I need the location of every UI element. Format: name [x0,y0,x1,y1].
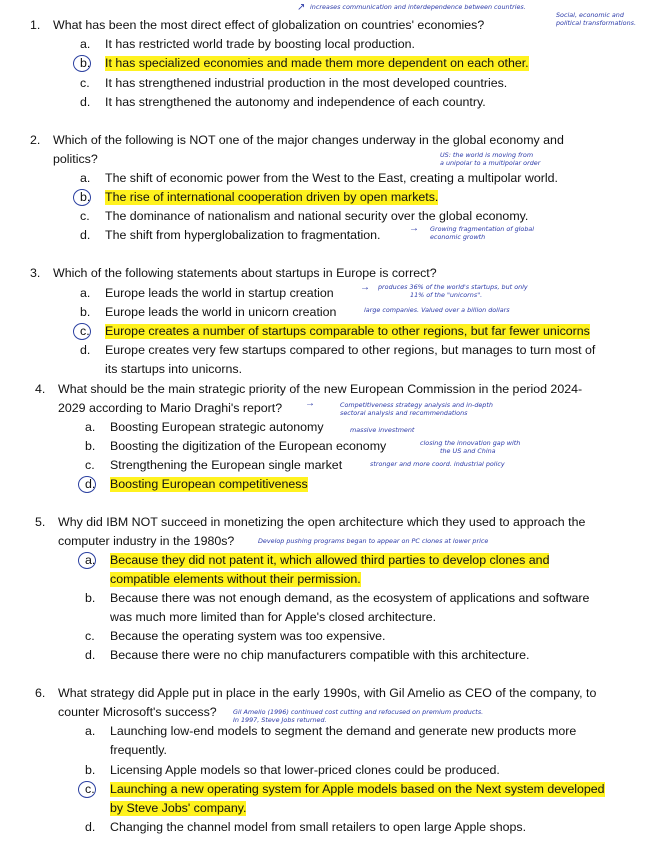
option-letter: c. [85,458,95,472]
option-letter: b. [80,56,91,70]
handwritten-note: 11% of the "unicorns". [410,291,483,299]
option-text-continued[interactable]: frequently. [110,743,167,757]
option-letter: d. [85,820,96,834]
option-letter: b. [85,763,96,777]
handwritten-note: increases communication and interdependence between countries. [310,3,526,11]
option-text-continued[interactable]: was much more limited than for Apple's closed architecture. [110,610,437,624]
option-letter: a. [80,286,91,300]
option-text-highlighted[interactable]: The rise of international cooperation driven by open markets. [105,190,439,204]
option-text[interactable]: The shift from hyperglobalization to fragmentation. [105,228,381,242]
question-text: Why did IBM NOT succeed in monetizing the open architecture which they used to approach the [58,515,586,529]
option-text-highlighted[interactable]: Launching a new operating system for Apple models based on the Next system developed [110,782,605,796]
option-letter: b. [80,190,91,204]
question-number: 1. [30,18,41,32]
option-text[interactable]: Boosting the digitization of the European economy [110,439,387,453]
option-text-highlighted[interactable]: It has specialized economies and made them more dependent on each other. [105,56,529,70]
question-number: 2. [30,133,41,147]
arrow-icon: → [409,223,419,234]
option-letter: c. [85,782,95,796]
question-text: politics? [53,152,98,166]
handwritten-note: In 1997, Steve Jobs returned. [233,716,327,724]
option-text[interactable]: Because there were no chip manufacturers compatible with this architecture. [110,648,530,662]
option-text-highlighted[interactable]: Europe creates a number of startups comparable to other regions, but far fewer unicorns [105,324,590,338]
question-text: counter Microsoft's success? [58,705,217,719]
option-letter: d. [85,477,96,491]
option-letter: c. [80,76,90,90]
option-letter: b. [80,305,91,319]
handwritten-note: Competitiveness strategy analysis and in-depth [340,401,493,409]
option-text[interactable]: The dominance of nationalism and national security over the global economy. [105,209,529,223]
option-letter: d. [85,648,96,662]
handwritten-note: stronger and more coord. industrial policy [370,460,505,468]
option-text[interactable]: Europe creates very few startups compared to other regions, but manages to turn most of [105,343,596,357]
handwritten-note: Social, economic and [556,11,624,19]
question-number: 4. [35,382,46,396]
handwritten-note: produces 36% of the world's startups, but only [378,283,528,291]
option-text-highlighted[interactable]: Because they did not patent it, which allowed third parties to develop clones and [110,553,550,567]
option-letter: c. [80,324,90,338]
option-text[interactable]: Strengthening the European single market [110,458,343,472]
option-text[interactable]: Because the operating system was too expensive. [110,629,386,643]
option-letter: d. [80,343,91,357]
handwritten-note: massive investment [350,426,415,434]
option-text[interactable]: Changing the channel model from small retailers to open large Apple shops. [110,820,527,834]
option-text[interactable]: Launching low-end models to segment the demand and generate new products more [110,724,577,738]
question-number: 6. [35,686,46,700]
handwritten-note: closing the innovation gap with [420,439,521,447]
option-text[interactable]: Licensing Apple models so that lower-priced clones could be produced. [110,763,500,777]
question-number: 3. [30,266,41,280]
option-letter: d. [80,228,91,242]
arrow-icon: → [305,398,315,409]
handwritten-note: large companies. Valued over a billion dollars [364,306,510,314]
question-text: Which of the following is NOT one of the major changes underway in the global economy and [53,133,564,147]
option-text-highlighted[interactable]: compatible elements without their permission. [110,572,361,586]
question-text: 2029 according to Mario Draghi's report? [58,401,283,415]
option-text[interactable]: The shift of economic power from the West to the East, creating a multipolar world. [105,171,558,185]
question-text: What has been the most direct effect of globalization on countries' economies? [53,18,485,32]
option-text-highlighted[interactable]: by Steve Jobs' company. [110,801,247,815]
option-text[interactable]: It has strengthened industrial production in the most developed countries. [105,76,508,90]
handwritten-note: US: the world is moving from [440,151,534,159]
option-letter: b. [85,591,96,605]
option-text[interactable]: It has strengthened the autonomy and independence of each country. [105,95,486,109]
option-text[interactable]: Europe leads the world in startup creation [105,286,334,300]
option-letter: a. [80,37,91,51]
option-letter: c. [85,629,95,643]
question-text: What should be the main strategic priority of the new European Commission in the period 2024- [58,382,583,396]
option-letter: c. [80,209,90,223]
question-text: computer industry in the 1980s? [58,534,235,548]
option-text-continued[interactable]: its startups into unicorns. [105,362,243,376]
option-text-highlighted[interactable]: Boosting European competitiveness [110,477,308,491]
handwritten-note: Gil Amelio (1996) continued cost cutting and refocused on premium products. [233,708,484,716]
option-letter: a. [85,724,96,738]
option-letter: a. [85,420,96,434]
option-text[interactable]: Europe leads the world in unicorn creation [105,305,337,319]
handwritten-note: sectoral analysis and recommendations [340,409,468,417]
arrow-icon: → [360,282,370,293]
option-letter: b. [85,439,96,453]
handwritten-note: economic growth [430,233,486,241]
handwritten-note: Develop pushing programs began to appear on PC clones at lower price [258,537,489,545]
option-text[interactable]: It has restricted world trade by boosting local production. [105,37,415,51]
option-letter: a. [80,171,91,185]
option-text[interactable]: Because there was not enough demand, as the ecosystem of applications and software [110,591,590,605]
handwritten-note: a unipolar to a multipolar order [440,159,541,167]
handwritten-note: Growing fragmentation of global [430,225,535,233]
question-number: 5. [35,515,46,529]
handwritten-note: political transformations. [556,19,636,27]
question-text: What strategy did Apple put in place in the early 1990s, with Gil Amelio as CEO of the company, to [58,686,597,700]
option-letter: d. [80,95,91,109]
question-text: Which of the following statements about startups in Europe is correct? [53,266,437,280]
option-text[interactable]: Boosting European strategic autonomy [110,420,324,434]
handwritten-note: the US and China [440,447,496,455]
arrow-icon: ↗ [297,2,306,13]
option-letter: a. [85,553,96,567]
